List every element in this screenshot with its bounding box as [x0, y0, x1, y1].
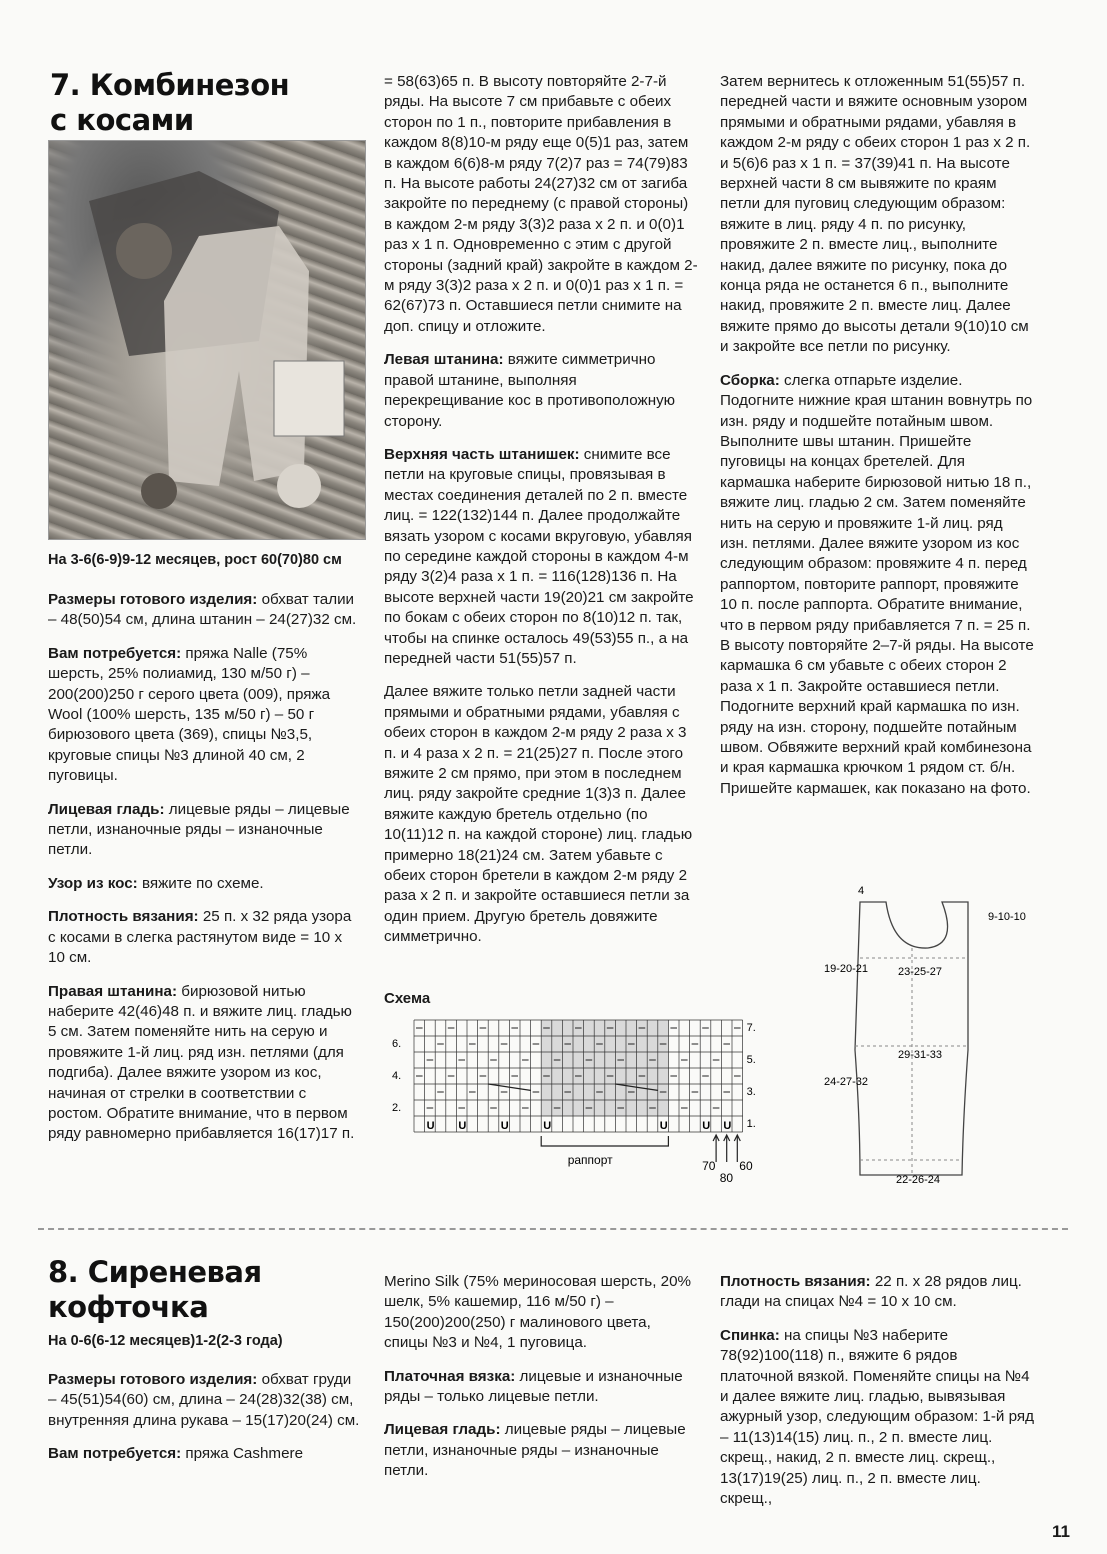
paragraph [384, 72, 698, 337]
chart-u-mark: U [543, 1120, 552, 1132]
paragraph-text: обхват талии – 48(50)54 см, длина штанин – 24(27)32 см. [48, 591, 357, 629]
paragraph [720, 1326, 1034, 1510]
schematic-top-width: 4 [858, 885, 865, 897]
chart-u-mark: U [659, 1120, 668, 1132]
paragraph [48, 590, 362, 631]
paragraph [384, 1272, 698, 1354]
schematic-leg-height: 24-27-32 [824, 1076, 869, 1088]
schematic-upper-width: 23-25-27 [898, 966, 943, 978]
paragraph-text: снимите все петли на круговые спицы, провязывая в местах соединения деталей по 2 п. вместе лиц. = 122(132)144 п. Далее продолжайте вязать узором с косами вкруговую, убавляя по середине каждой стороны в каждом 4-м ряду 3(2)4 раза х 1 п. = 116(128)136 п. На высоте верхней части 19(20)21 см закройте по бокам с обеих сторон по 8(10)12 п. так, чтобы на спинке осталось 49(53)55 п., а на передней части 51(55)57 п. [384, 445, 694, 667]
paragraph-heading: Верхняя часть штанишек: [384, 445, 580, 463]
paragraph-text: обхват груди – 45(51)54(60) см, длина – 24(28)32(38) см, внутренняя длина рукава – 15(17)20(24) см. [48, 1371, 360, 1429]
section-7-title-line1: 7. Комбинезон [50, 68, 290, 102]
section-divider [38, 1228, 1068, 1230]
knitting-chart [384, 990, 784, 1190]
paragraph-heading: Вам потребуется: [48, 1445, 182, 1463]
section-8-column-3 [720, 1272, 1034, 1522]
size-arrow-label: 80 [719, 1171, 734, 1185]
product-photo [48, 140, 366, 540]
paragraph [720, 72, 1034, 358]
section-7-column-1 [48, 590, 362, 1158]
section-7-sizes: На 3-6(6-9)9-12 месяцев, рост 60(70)80 см [48, 552, 342, 568]
paragraph-text: Далее вяжите только петли задней части прямыми и обратными рядами, убавляя с обеих сторон в каждом 2-м ряду 2 раза х 3 п. и 4 раза х 2 п. = 21(25)27 п. После этого вяжите 2 см прямо, при этом в последнем лиц. ряду закройте средние 1(3)3 п. Далее вяжите каждую бретель отдельно (по 10(11)12 п. на каждой стороне) лиц. гладью примерно 18(21)24 см. Затем убавьте с обеих сторон бретели в каждом 2-м ряду 2 раза х 2 п. и закройте оставшиеся петли за один прием. Другую бретель довяжите симметрично. [384, 683, 693, 946]
paragraph-heading: Вам потребуется: [48, 644, 182, 662]
chart-u-mark: U [426, 1120, 435, 1132]
paragraph [720, 1272, 1034, 1313]
page-number: 11 [1052, 1522, 1070, 1541]
size-arrow-label: 70 [702, 1159, 716, 1173]
rapport-label: раппорт [567, 1153, 613, 1167]
paragraph-text: лицевые ряды – лицевые петли, изнаночные ряды – изнаночные петли. [384, 1421, 686, 1480]
section-7-column-3 [720, 72, 1034, 812]
chart-row-label-right: 3. [746, 1086, 756, 1098]
rapport-bracket [541, 1136, 668, 1146]
paragraph-text: 25 п. х 32 ряда узора с косами в слегка растянутом виде = 10 х 10 см. [48, 908, 352, 967]
paragraph [384, 350, 698, 432]
section-8-sizes: На 0-6(6-12 месяцев)1-2(2-3 года) [48, 1333, 283, 1349]
paragraph [48, 907, 362, 968]
paragraph-text: вяжите по схеме. [137, 874, 264, 892]
size-arrow-label: 60 [739, 1159, 753, 1173]
paragraph-text: вяжите симметрично правой штанине, выполняя перекрещивание кос в противоположную сторону. [384, 351, 676, 430]
chart-row-label-left: 2. [392, 1102, 402, 1114]
paragraph-heading: Размеры готового изделия: [48, 591, 258, 608]
paragraph-heading: Сборка: [720, 371, 780, 389]
schematic-upper-height: 19-20-21 [824, 963, 869, 975]
chart-row-label-right: 5. [746, 1054, 756, 1066]
paragraph [384, 1367, 698, 1408]
chart-u-mark: U [458, 1120, 467, 1132]
paragraph-text: слегка отпарьте изделие. Подогните нижние края штанин вовнутрь по изн. ряду и подшейте потайным швом. Выполните швы штанин. Пришейте пуговицы на концах бретелей. Для кармашка наберите бирюзовой нитью 18 п., вяжите лиц. гладью 2 см. Затем поменяйте нить на серую и провяжите 1-й лиц. ряд изн. петлями. Далее вяжите узором из кос следующим образом: провяжите 4 п. перед раппортом, повторите раппорт, провяжите 10 п. после раппорта. Обратите внимание, что в первом ряду прибавляется 7 п. = 25 п. В высоту повторяйте 2–7-й ряды. На высоте кармашка 6 см убавьте с обеих сторон 2 раза х 1 п. Закройте оставшиеся петли. Подогните верхний край кармашка по изн. ряду на изн. сторону, подшейте потайным швом. Обвяжите верхний край комбинезона и края кармашка крючком 1 рядом ст. б/н. Пришейте кармашек, как показано на фото. [720, 371, 1034, 797]
paragraph-heading: Плотность вязания: [48, 908, 199, 926]
paragraph-heading: Узор из кос: [48, 874, 138, 892]
chart-title: Схема [384, 990, 431, 1007]
paragraph [720, 371, 1034, 800]
chart-row-label-right: 7. [746, 1022, 756, 1034]
paragraph [48, 982, 362, 1145]
chart-u-mark: U [723, 1120, 732, 1132]
section-8-column-1 [48, 1370, 362, 1478]
chart-grid [384, 1012, 784, 1192]
paragraph-heading: Лицевая гладь: [384, 1421, 501, 1439]
paragraph [48, 800, 362, 861]
paragraph-text: пряжа Cashmere [181, 1445, 304, 1463]
section-7-column-2 [384, 72, 698, 961]
section-7-title [50, 68, 289, 138]
paragraph-heading: Правая штанина: [48, 982, 178, 1000]
paragraph-heading: Левая штанина: [384, 351, 504, 369]
section-8-title-line1: 8. Сиреневая [48, 1255, 262, 1289]
photo-illustration [49, 141, 365, 539]
paragraph-text: 22 п. х 28 рядов лиц. глади на спицах №4 = 10 х 10 см. [720, 1273, 1022, 1311]
paragraph-heading: Лицевая гладь: [48, 800, 165, 818]
paragraph-text: Затем вернитесь к отложенным 51(55)57 п. передней части и вяжите основным узором прямыми и обратными рядами, убавляя в каждом 2-м ряду с обеих сторон 1 раз х 2 п. и 5(6)6 раз х 1 п. = 37(39)41 п. На высоте верхней части 8 см вывяжите по краям петли для пуговиц следующим образом: вяжите в лиц. ряду 4 п. по рисунку, провяжите 2 п. вместе лиц., выполните накид, далее вяжите по рисунку, пока до конца ряда не останется 6 п., выполните накид, провяжите 2 п. вместе лиц. Далее вяжите прямо до высоты детали 9(10)10 см и закройте все петли по рисунку. [720, 73, 1031, 356]
chart-row-label-left: 6. [392, 1038, 402, 1050]
paragraph [48, 1370, 362, 1431]
paragraph-heading: Плотность вязания: [720, 1273, 871, 1290]
paragraph [384, 1420, 698, 1481]
paragraph-heading: Платочная вязка: [384, 1367, 516, 1385]
section-8-column-2 [384, 1272, 698, 1495]
chart-u-mark: U [500, 1120, 509, 1132]
schematic-hem-width: 22-26-24 [896, 1174, 941, 1186]
garment-schematic [808, 880, 1058, 1190]
paragraph [384, 445, 698, 669]
paragraph [48, 1444, 362, 1464]
paragraph-text: Merino Silk (75% мериносовая шерсть, 20% шелк, 5% кашемир, 116 м/50 г) – 150(200)200(250) г малинового цвета, спицы №3 и №4, 1 пуговица. [384, 1273, 692, 1352]
section-7-title-line2: с косами [50, 103, 194, 137]
schematic-hip-width: 29-31-33 [898, 1049, 943, 1061]
paragraph [384, 682, 698, 947]
paragraph-text: = 58(63)65 п. В высоту повторяйте 2-7-й ряды. На высоте 7 см прибавьте с обеих сторон по 1 п., повторите прибавления в каждом 8(8)10-м ряду еще 0(5)1 раз, затем в каждом 6(6)8-м ряду 7(2)7 раз = 74(79)83 п. На высоте работы 24(27)32 см от загиба закройте по переднему (с правой стороны) в каждом 2-м ряду 3(3)2 раза х 2 п. и 0(0)1 раз х 1 п. Одновременно с этим с другой стороны (задний край) закройте в каждом 2-м ряду 3(3)2 раза х 2 п. и 0(0)1 раз х 1 п. = 62(67)73 п. Оставшиеся петли снимите на доп. спицу и отложите. [384, 73, 698, 335]
paragraph-heading: Размеры готового изделия: [48, 1371, 258, 1388]
paragraph-text: бирюзовой нитью наберите 42(46)48 п. и вяжите лиц. гладью 5 см. Затем поменяйте нить на серую и провяжите 1-й лиц. ряд изн. петлями (для подгиба). Далее вяжите узором из кос, начиная от стрелки в соответствии с ростом. Обратите внимание, что в первом ряду равномерно прибавляется 16(17)17 п. [48, 982, 355, 1143]
chart-row-label-right: 1. [746, 1118, 756, 1130]
paragraph-text: пряжа Nalle (75% шерсть, 25% полиамид, 130 м/50 г) – 200(200)250 г серого цвета (009), пряжа Wool (100% шерсть, 135 м/50 г) – 50 г бирюзового цвета (369), спицы №3,5, круговые спицы №3 длиной 40 см, 2 пуговицы. [48, 644, 331, 785]
schematic-strap: 9-10-10 [988, 911, 1026, 923]
paragraph [48, 874, 362, 894]
chart-u-mark: U [702, 1120, 711, 1132]
section-8-title [48, 1255, 262, 1325]
paragraph-text: лицевые ряды – лицевые петли, изнаночные ряды – изнаночные петли. [48, 800, 350, 859]
paragraph [48, 644, 362, 787]
paragraph-text: лицевые и изнаночные ряды – только лицевые петли. [384, 1367, 683, 1406]
paragraph-text: на спицы №3 наберите 78(92)100(118) п., вяжите 6 рядов платочной вязкой. Поменяйте спицы на №4 и далее вяжите лиц. гладью, вывязывая ажурный узор, следующим образом: 1-й ряд – 11(13)14(15) лиц. п., 2 п. вместе лиц. скрещ., накид, 2 п. вместе лиц. скрещ., 13(17)19(25) лиц. п., 2 п. вместе лиц. скрещ., [720, 1326, 1034, 1508]
chart-row-label-left: 4. [392, 1070, 402, 1082]
section-8-title-line2: кофточка [48, 1290, 209, 1324]
paragraph-heading: Спинка: [720, 1326, 780, 1344]
